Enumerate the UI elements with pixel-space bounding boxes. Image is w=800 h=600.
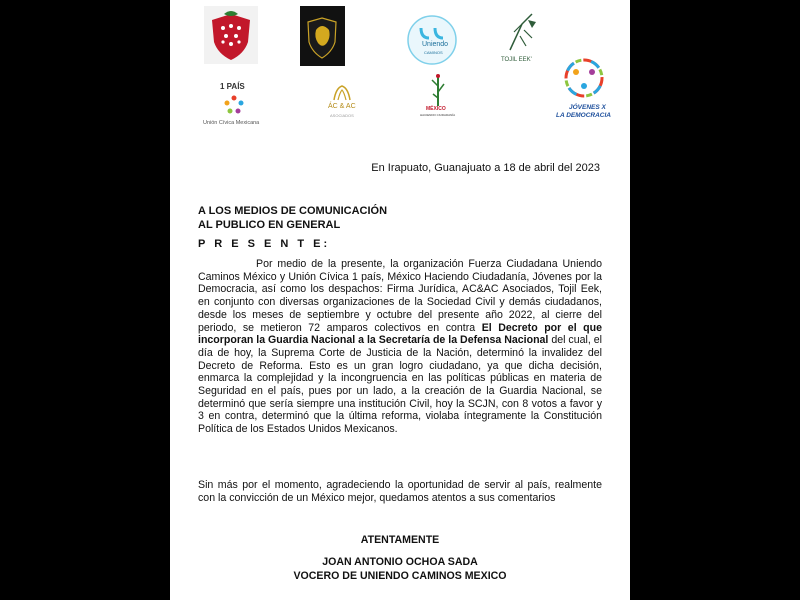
mexico-haciendo-ciudadania-logo <box>428 72 448 106</box>
acac-sublabel: ASOCIADOS <box>330 113 354 118</box>
signer-name: JOAN ANTONIO OCHOA SADA <box>322 556 478 568</box>
jovenes-label1: JÓVENES X <box>569 104 606 111</box>
lion-shield-logo <box>300 6 345 66</box>
acac-label: ÁC & AC <box>328 103 356 110</box>
letter-page <box>170 0 630 600</box>
letter-closing: Sin más por el momento, agradeciendo la oportunidad de servir al país, realmente con la convicción de un México mejor, quedamos atentos a sus comentarios <box>198 479 602 504</box>
dateline: En Irapuato, Guanajuato a 18 de abril del 2023 <box>371 162 600 174</box>
acac-logo <box>330 84 354 102</box>
heading-public: AL PUBLICO EN GENERAL <box>198 219 341 231</box>
strawberry-shield-logo <box>204 6 258 64</box>
tojil-eek-logo <box>502 10 542 54</box>
tojil-label: TOJIL EEK' <box>501 57 532 63</box>
body-bold-decree: El Decreto por el que incorporan la Guardia Nacional a la Secretaría de la Defensa Nacional <box>198 321 602 347</box>
mexico-sublabel: HACIENDO CIUDADANÍA <box>420 113 456 117</box>
heading-media: A LOS MEDIOS DE COMUNICACIÓN <box>198 205 388 217</box>
unpais-sublabel: Unión Cívica Mexicana <box>203 120 260 126</box>
jovenes-democracia-logo <box>562 56 606 104</box>
unpais-label: 1 PAÍS <box>220 82 245 91</box>
body-part1: Por medio de la presente, la organización Fuerza Ciudadana Uniendo Caminos México y Unión Cívica 1 país, México Haciendo Ciudadanía, Jóvenes por la Democracia, así como los despachos: Firma Jurídica, AC&AC Asociados, Tojil Eek, en conjunto con diversas organizaciones de la Sociedad Civil y demás ciudadanos, desde los meses de septiembre y octubre del presente año 2022, al cierre del periodo, se metieron 72 amparos colectivos en contra <box>198 258 602 334</box>
unpais-logo <box>222 93 246 117</box>
body-part2: del cual, el día de hoy, la Suprema Corte de Justicia de la Nación, determinó la invalidez del Decreto de Reforma. Esto es un gran logro ciudadano, ya que dicha decisión, enmarca la complejidad y la incongruencia en las políticas públicas en materia de Seguridad en el país, pues por un lado, a la creación de la Guardia Nacional, se determinó que sería siempre una institución Civil, hoy la SCJN, con 8 votos a favor y 3 en contra, determinó que la última reforma, violaba íntegramente la Constitución Política de los Estados Unidos Mexicanos. <box>198 334 602 436</box>
letter-body <box>198 258 602 436</box>
signer-title: VOCERO DE UNIENDO CAMINOS MEXICO <box>293 570 507 582</box>
jovenes-label2: LA DEMOCRACIA <box>556 112 612 119</box>
uniendo-caminos-logo <box>405 14 459 66</box>
mexico-label: MÉXICO <box>426 106 446 112</box>
presente-heading: P R E S E N T E: <box>198 238 331 250</box>
uniendo-sublabel: CAMINOS <box>424 50 443 55</box>
sign-off: ATENTAMENTE <box>360 534 440 546</box>
uniendo-label: Uniendo <box>422 41 449 48</box>
